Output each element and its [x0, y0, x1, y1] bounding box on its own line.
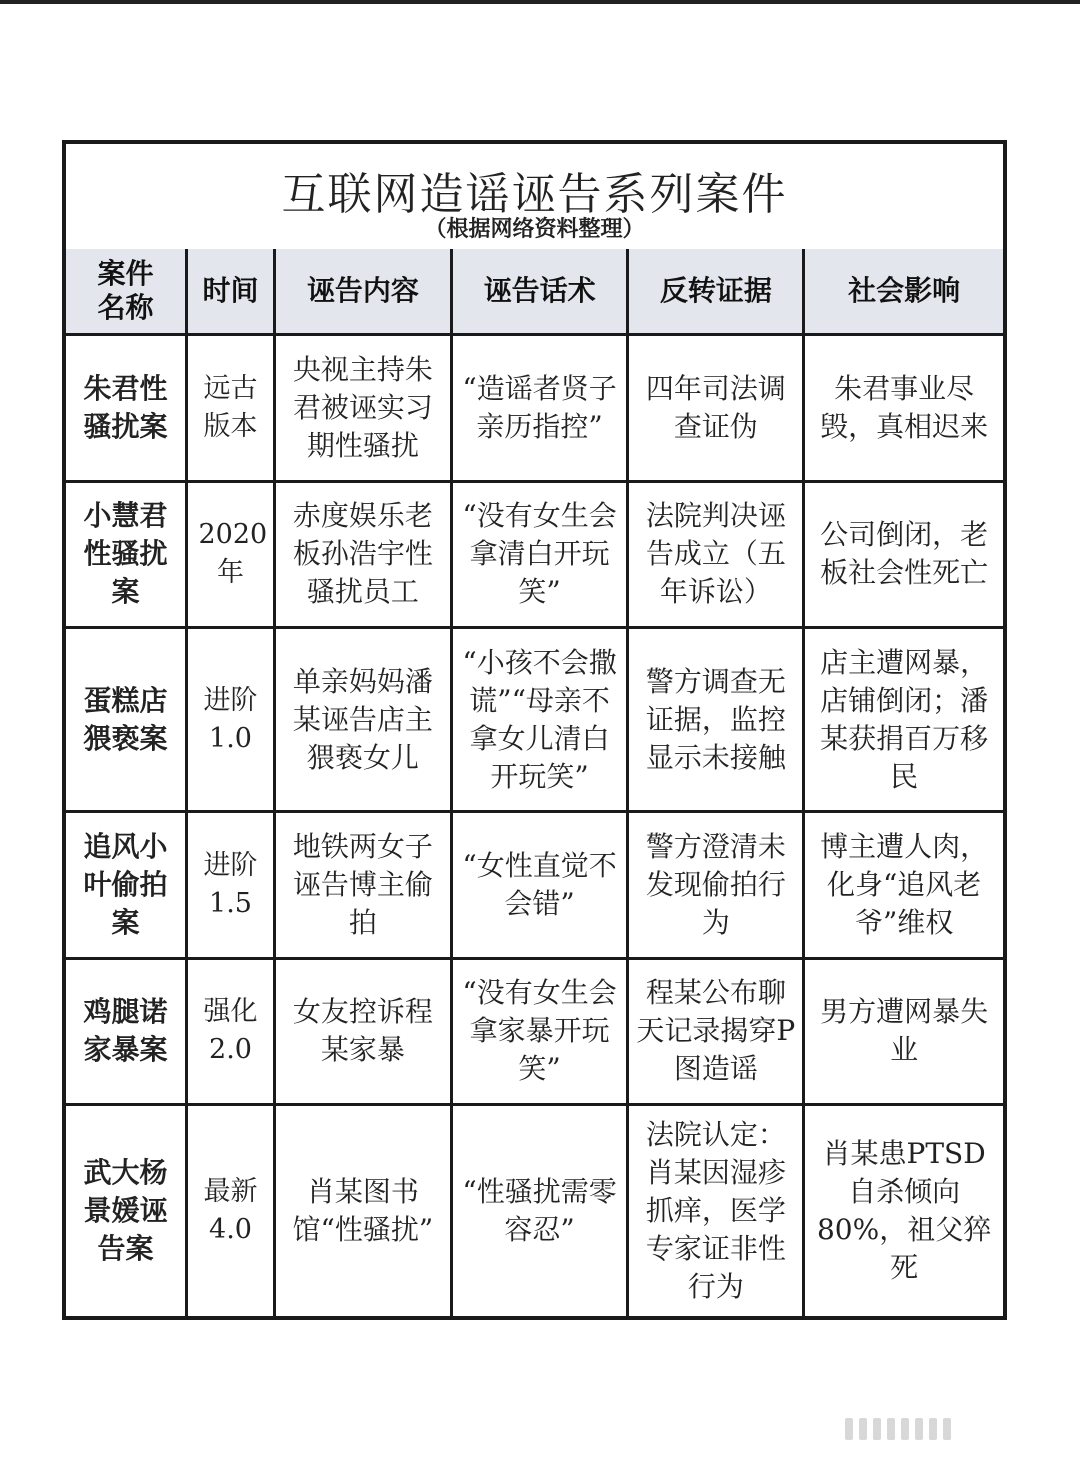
header-content: 诬告内容 [274, 249, 451, 335]
evidence-cell: 警方澄清未发现偷拍行为 [628, 812, 804, 958]
case-name-cell: 鸡腿诺家暴案 [66, 958, 187, 1104]
time-cell: 2020年 [187, 481, 275, 627]
content-cell: 女友控诉程某家暴 [274, 958, 451, 1104]
impact-cell: 男方遭网暴失业 [804, 958, 1003, 1104]
case-name-cell: 小慧君性骚扰案 [66, 481, 187, 627]
rhetoric-cell: “女性直觉不会错” [451, 812, 628, 958]
table-subtitle: （根据网络资料整理） [424, 217, 645, 242]
table-row [66, 1104, 1003, 1317]
rhetoric-cell: “小孩不会撒谎”“母亲不拿女儿清白开玩笑” [451, 627, 628, 811]
rhetoric-cell: “性骚扰需零容忍” [451, 1104, 628, 1317]
impact-cell: 博主遭人肉，化身“追风老爷”维权 [804, 812, 1003, 958]
evidence-cell: 四年司法调查证伪 [628, 335, 804, 481]
table-row [66, 958, 1003, 1104]
time-cell: 进阶1.5 [187, 812, 275, 958]
time-cell: 进阶1.0 [187, 627, 275, 811]
evidence-cell: 程某公布聊天记录揭穿P图造谣 [628, 958, 804, 1104]
content-cell: 地铁两女子诬告博主偷拍 [274, 812, 451, 958]
evidence-cell: 法院判决诬告成立（五年诉讼） [628, 481, 804, 627]
header-time: 时间 [187, 249, 275, 335]
case-name-cell: 武大杨景媛诬告案 [66, 1104, 187, 1317]
case-name-cell: 朱君性骚扰案 [66, 335, 187, 481]
case-name-cell: 蛋糕店猥亵案 [66, 627, 187, 811]
table-title: 互联网造谣诬告系列案件 [281, 169, 788, 220]
case-table [62, 140, 1007, 1320]
impact-cell: 公司倒闭，老板社会性死亡 [804, 481, 1003, 627]
impact-cell: 朱君事业尽毁，真相迟来 [804, 335, 1003, 481]
content-cell: 央视主持朱君被诬实习期性骚扰 [274, 335, 451, 481]
case-grid [66, 249, 1003, 1317]
rhetoric-cell: “没有女生会拿清白开玩笑” [451, 481, 628, 627]
header-case-name: 案件名称 [66, 249, 187, 335]
time-cell: 最新4.0 [187, 1104, 275, 1317]
evidence-cell: 法院认定：肖某因湿疹抓痒，医学专家证非性行为 [628, 1104, 804, 1317]
time-cell: 强化2.0 [187, 958, 275, 1104]
content-cell: 赤度娱乐老板孙浩宇性骚扰员工 [274, 481, 451, 627]
header-impact: 社会影响 [804, 249, 1003, 335]
header-row [66, 249, 1003, 335]
top-border-line [0, 0, 1080, 4]
time-cell: 远古版本 [187, 335, 275, 481]
impact-cell: 店主遭网暴，店铺倒闭；潘某获捐百万移民 [804, 627, 1003, 811]
evidence-cell: 警方调查无证据，监控显示未接触 [628, 627, 804, 811]
rhetoric-cell: “造谣者贤子亲历指控” [451, 335, 628, 481]
watermark-icon [845, 1416, 1045, 1442]
table-row [66, 481, 1003, 627]
content-cell: 肖某图书馆“性骚扰” [274, 1104, 451, 1317]
table-row [66, 335, 1003, 481]
impact-cell: 肖某患PTSD自杀倾向80%，祖父猝死 [804, 1104, 1003, 1317]
rhetoric-cell: “没有女生会拿家暴开玩笑” [451, 958, 628, 1104]
header-rhetoric: 诬告话术 [451, 249, 628, 335]
table-row [66, 812, 1003, 958]
header-evidence: 反转证据 [628, 249, 804, 335]
content-cell: 单亲妈妈潘某诬告店主猥亵女儿 [274, 627, 451, 811]
case-name-cell: 追风小叶偷拍案 [66, 812, 187, 958]
table-title-block [66, 144, 1003, 252]
table-row [66, 627, 1003, 811]
